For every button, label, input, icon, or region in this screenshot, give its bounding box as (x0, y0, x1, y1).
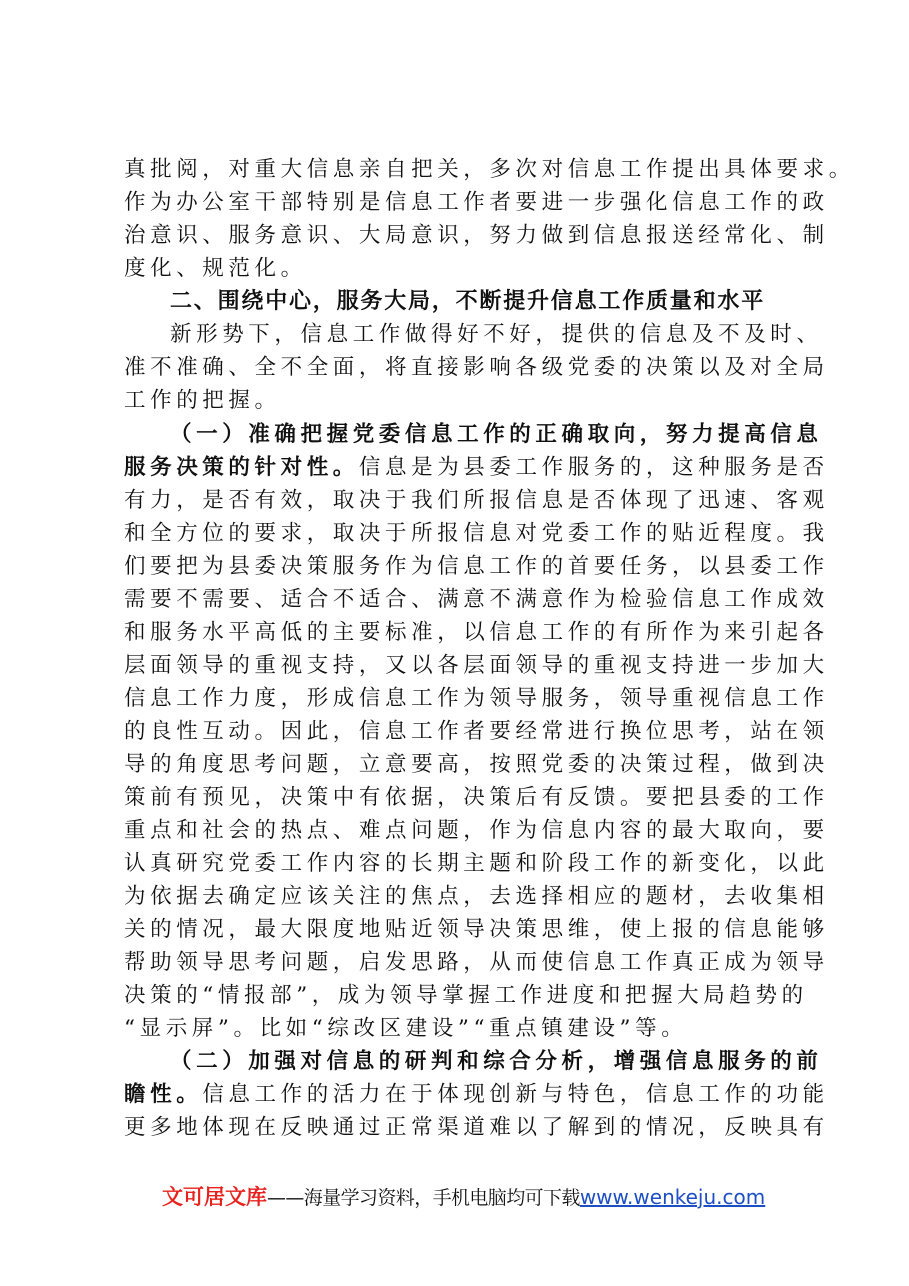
paragraph-line: 层面领导的重视支持，又以各层面领导的重视支持进一步加大 (124, 653, 829, 678)
subheading-tail: 服务决策的针对性。 (124, 455, 359, 480)
paragraph-line: 的良性互动。因此，信息工作者要经常进行换位思考，站在领 (124, 719, 829, 744)
paragraph-line (124, 454, 829, 482)
footer-url-link[interactable]: www.wenkeju.com (579, 1185, 766, 1209)
paragraph-line: 关的情况，最大限度地贴近领导决策思维，使上报的信息能够 (124, 917, 829, 942)
paragraph-line: 决策的“情报部”，成为领导掌握工作进度和把握大局趋势的 (124, 983, 808, 1008)
paragraph-line: 新形势下，信息工作做得好不好，提供的信息及不及时、 (170, 322, 823, 347)
paragraph-line: 有力，是否有效，取决于我们所报信息是否体现了迅速、客观 (124, 488, 829, 513)
section-heading: 二、围绕中心，服务大局，不断提升信息工作质量和水平 (170, 289, 766, 314)
paragraph-line: 工作的把握。 (124, 388, 281, 413)
subheading-tail: 瞻性。 (124, 1082, 203, 1107)
paragraph-line: 认真研究党委工作内容的长期主题和阶段工作的新变化，以此 (124, 851, 829, 876)
subheading-line: （二）加强对信息的研判和综合分析，增强信息服务的前 (170, 1049, 823, 1074)
footer-banner (162, 1183, 765, 1212)
paragraph-line: 重点和社会的热点、难点问题，作为信息内容的最大取向，要 (124, 818, 829, 843)
paragraph-line: 准不准确、全不全面，将直接影响各级党委的决策以及对全局 (124, 355, 829, 380)
paragraph-line: 作为办公室干部特别是信息工作者要进一步强化信息工作的政 (124, 190, 829, 215)
paragraph-line: 需要不需要、适合不适合、满意不满意作为检验信息工作成效 (124, 587, 829, 612)
paragraph-text: 信息工作的活力在于体现创新与特色，信息工作的功能 (202, 1082, 829, 1107)
paragraph-line: 和服务水平高低的主要标准，以信息工作的有所作为来引起各 (124, 620, 829, 645)
paragraph-line: 治意识、服务意识、大局意识，努力做到信息报送经常化、制 (124, 223, 829, 248)
paragraph-line: 帮助领导思考问题，启发思路，从而使信息工作真正成为领导 (124, 950, 829, 975)
subheading-line: （一）准确把握党委信息工作的正确取向，努力提高信息 (170, 422, 823, 447)
paragraph-line: 导的角度思考问题，立意要高，按照党委的决策过程，做到决 (124, 752, 829, 777)
paragraph-line: 们要把为县委决策服务作为信息工作的首要任务，以县委工作 (124, 554, 829, 579)
footer-slogan: ——海量学习资料，手机电脑均可下载 (267, 1187, 580, 1209)
paragraph-text: 信息是为县委工作服务的，这种服务是否 (358, 455, 829, 480)
paragraph-line: 真批阅，对重大信息亲自把关，多次对信息工作提出具体要求。 (124, 157, 855, 182)
paragraph-line: 和全方位的要求，取决于所报信息对党委工作的贴近程度。我 (124, 521, 829, 546)
footer-brand: 文可居文库 (162, 1185, 267, 1209)
paragraph-line: 度化、规范化。 (124, 256, 307, 281)
paragraph-line: 策前有预见，决策中有依据，决策后有反馈。要把县委的工作 (124, 785, 829, 810)
paragraph-line (124, 1081, 829, 1109)
paragraph-line: 信息工作力度，形成信息工作为领导服务，领导重视信息工作 (124, 686, 829, 711)
paragraph-line: 更多地体现在反映通过正常渠道难以了解到的情况，反映具有 (124, 1115, 829, 1140)
paragraph-line: “显示屏”。比如“综改区建设”“重点镇建设”等。 (124, 1016, 688, 1041)
paragraph-line: 为依据去确定应该关注的焦点，去选择相应的题材，去收集相 (124, 884, 829, 909)
